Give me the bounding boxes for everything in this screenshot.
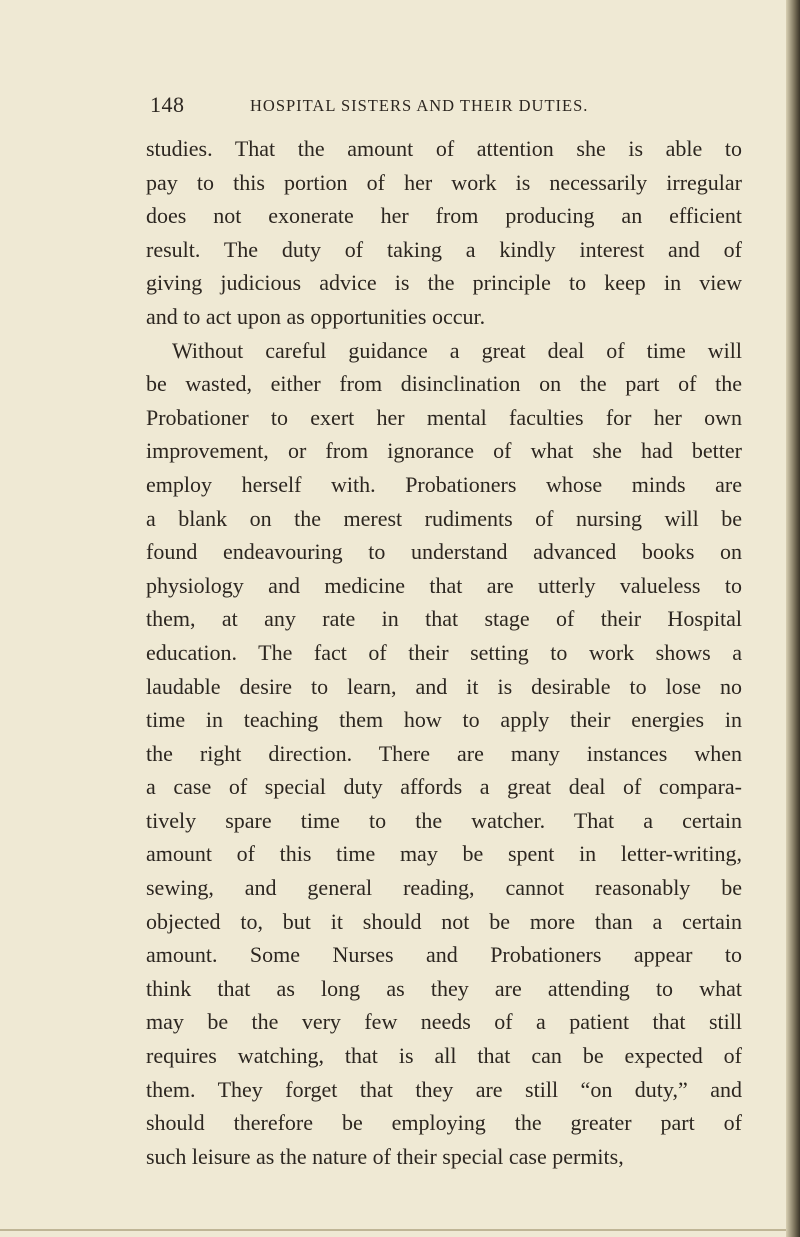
text-line: time in teaching them how to apply their energies in [146, 707, 742, 733]
text-line: objected to, but it should not be more than a certain [146, 908, 742, 934]
text-line: and to act upon as opportunities occur. [146, 303, 486, 329]
text-line: should therefore be employing the greater part of [146, 1110, 742, 1136]
text-line: a blank on the merest rudiments of nursing will be [146, 505, 742, 531]
page-bottom-edge [0, 1229, 790, 1231]
text-line: does not exonerate her from producing an efficient [146, 203, 742, 229]
text-line: giving judicious advice is the principle to keep in view [146, 270, 742, 296]
text-line: Without careful guidance a great deal of time will [172, 337, 742, 363]
text-line: think that as long as they are attending to what [146, 975, 742, 1001]
text-line: may be the very few needs of a patient that still [146, 1009, 742, 1035]
text-line: be wasted, either from disinclination on the part of the [146, 371, 742, 397]
page-number: 148 [150, 92, 185, 117]
text-line: laudable desire to learn, and it is desirable to lose no [146, 673, 742, 699]
text-line: studies. That the amount of attention she is able to [146, 136, 742, 161]
text-line: them, at any rate in that stage of their Hospital [146, 606, 742, 632]
page-header [0, 92, 790, 122]
text-line: such leisure as the nature of their special case permits, [146, 1143, 624, 1169]
text-line: amount of this time may be spent in letter-writing, [146, 841, 742, 867]
text-line: tively spare time to the watcher. That a certain [146, 807, 742, 833]
text-line: education. The fact of their setting to work shows a [146, 639, 742, 665]
text-line: improvement, or from ignorance of what she had better [146, 438, 742, 464]
text-line: found endeavouring to understand advanced books on [146, 539, 742, 565]
text-line: pay to this portion of her work is necessarily irregular [146, 169, 742, 195]
body-text [146, 132, 742, 1173]
text-line: sewing, and general reading, cannot reasonably be [146, 875, 742, 901]
text-line: Probationer to exert her mental faculties for her own [146, 404, 742, 430]
text-line: amount. Some Nurses and Probationers appear to [146, 942, 742, 968]
text-line: requires watching, that is all that can be expected of [146, 1043, 742, 1069]
running-head: HOSPITAL SISTERS AND THEIR DUTIES. [250, 96, 589, 115]
book-gutter-shadow [786, 0, 800, 1237]
text-line: them. They forget that they are still “on duty,” and [146, 1076, 742, 1102]
text-line: result. The duty of taking a kindly interest and of [146, 236, 742, 262]
text-line: the right direction. There are many instances when [146, 740, 742, 766]
text-line: physiology and medicine that are utterly valueless to [146, 572, 742, 598]
text-line: a case of special duty affords a great deal of compara- [146, 774, 742, 800]
text-line: employ herself with. Probationers whose minds are [146, 471, 742, 497]
